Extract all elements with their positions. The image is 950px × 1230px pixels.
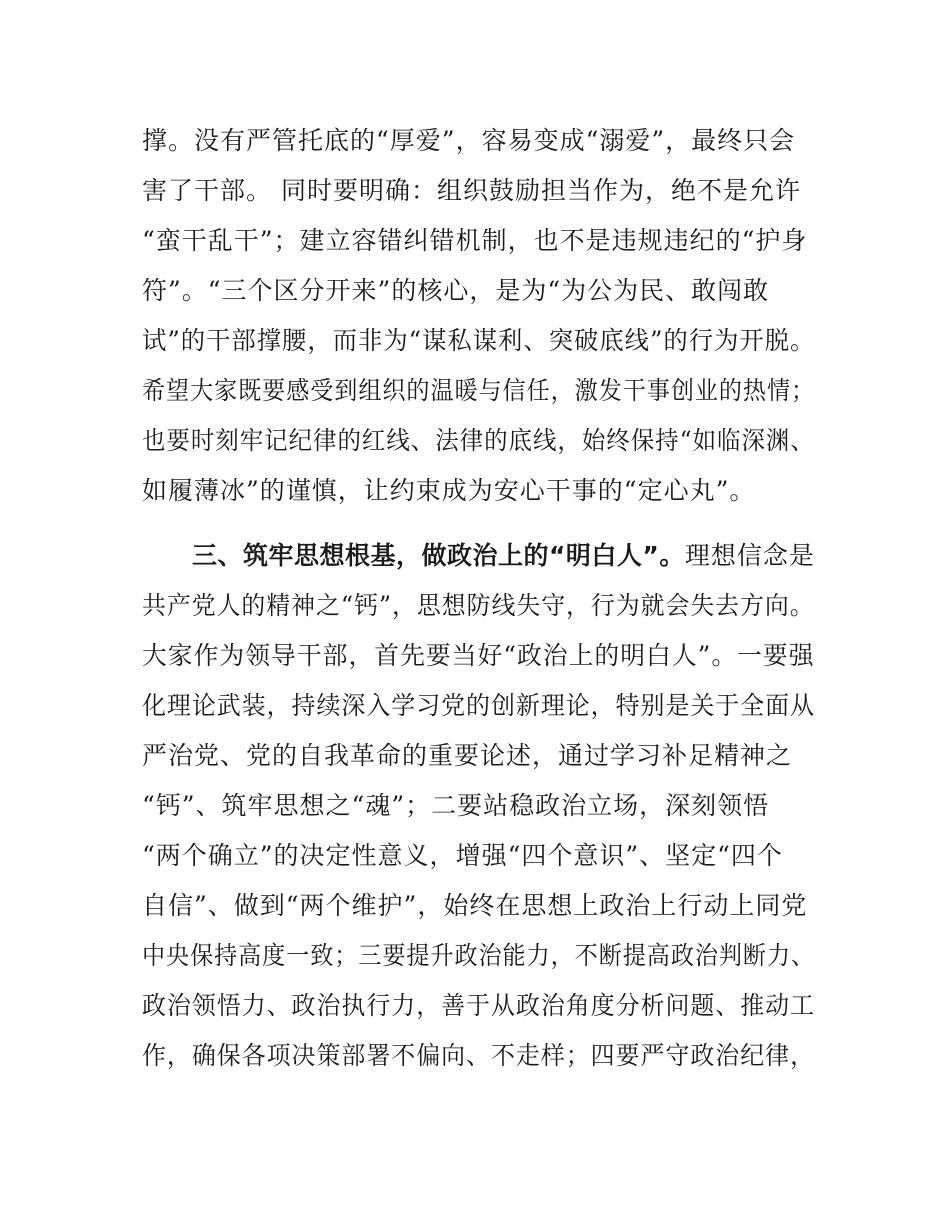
section-3-first-line-rest: 理想信念是 xyxy=(684,541,815,570)
section-3-line-10: 政治领悟力、政治执行力，善于从政治角度分析问题、推动工 xyxy=(142,991,816,1020)
section-3-first-line xyxy=(192,541,815,571)
section-3-heading: 三、筑牢思想根基，做政治上的“明白人”。 xyxy=(192,541,685,570)
section-3-line-6: “钙”、筑牢思想之“魂”；二要站稳政治立场，深刻领悟 xyxy=(142,791,770,820)
paragraph-1-line-4: 符”。“三个区分开来”的核心，是为“为公为民、敢闯敢 xyxy=(142,276,770,305)
section-3-line-8: 自信”、做到“两个维护”，始终在思想上政治上行动上同党 xyxy=(142,891,808,920)
paragraph-1-line-6: 希望大家既要感受到组织的温暖与信任，激发干事创业的热情； xyxy=(142,376,816,405)
section-3-line-9: 中央保持高度一致；三要提升政治能力，不断提高政治判断力、 xyxy=(142,941,816,970)
section-3-line-11: 作，确保各项决策部署不偏向、不走样；四要严守政治纪律， xyxy=(142,1041,816,1070)
paragraph-1-line-8: 如履薄冰”的谨慎，让约束成为安心干事的“定心丸”。 xyxy=(142,476,756,505)
section-3-line-7: “两个确立”的决定性意义，增强“四个意识”、坚定“四个 xyxy=(142,841,783,870)
paragraph-1-line-7: 也要时刻牢记纪律的红线、法律的底线，始终保持“如临深渊、 xyxy=(142,426,815,455)
paragraph-1-line-5: 试”的干部撑腰，而非为“谋私谋利、突破底线”的行为开脱。 xyxy=(142,326,816,355)
section-3-line-2: 共产党人的精神之“钙”，思想防线失守，行为就会失去方向。 xyxy=(142,591,815,620)
paragraph-1-line-2: 害了干部。 同时要明确：组织鼓励担当作为，绝不是允许 xyxy=(142,176,801,205)
section-3-line-3: 大家作为领导干部，首先要当好“政治上的明白人”。一要强 xyxy=(142,641,815,670)
section-3-line-5: 严治党、党的自我革命的重要论述，通过学习补足精神之 xyxy=(142,741,793,770)
paragraph-1-line-3: “蛮干乱干”；建立容错纠错机制，也不是违规违纪的“护身 xyxy=(142,226,808,255)
paragraph-1-line-1: 撑。没有严管托底的“厚爱”，容易变成“溺爱”，最终只会 xyxy=(142,126,796,155)
section-3-line-4: 化理论武装，持续深入学习党的创新理论，特别是关于全面从 xyxy=(142,691,816,720)
